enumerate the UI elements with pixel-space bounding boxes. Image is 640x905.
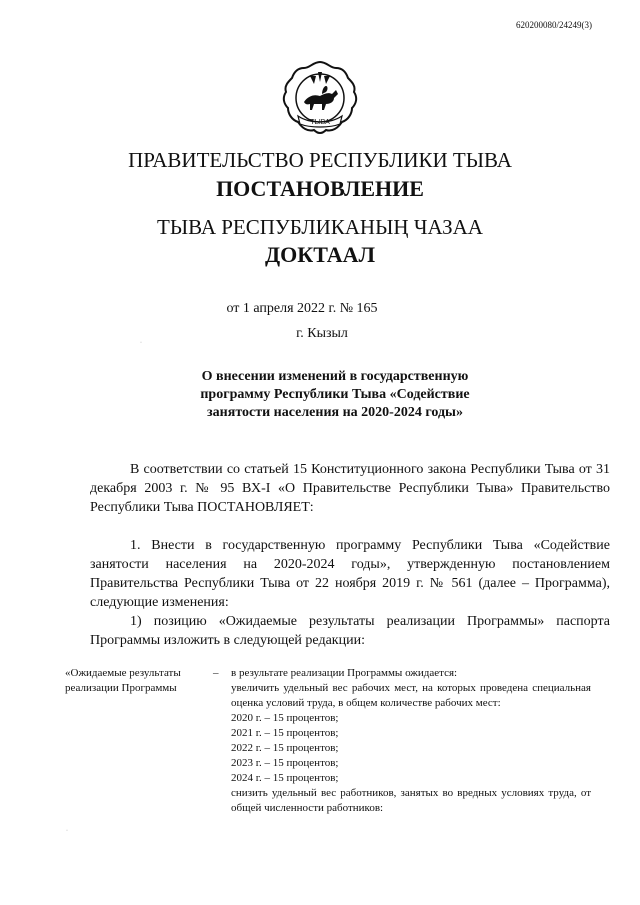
expected-results-line: 2024 г. – 15 процентов; [231,772,339,784]
position-name: «Ожидаемые результаты реализации Программы [65,667,181,694]
expected-results-line: снизить удельный вес работников, занятых во вредных условиях труда, от общей численности работников: [231,787,591,814]
decree-city: г. Кызыл [296,326,348,341]
scan-speck: · [66,828,68,834]
expected-results-line: увеличить удельный вес рабочих мест, на которых проведена специальная оценка условий труда, в общем количестве рабочих мест: [231,682,591,709]
expected-results-line: 2023 г. – 15 процентов; [231,757,339,769]
government-title: ПРАВИТЕЛЬСТВО РЕСПУБЛИКИ ТЫВА [128,148,512,172]
government-title-tuvan: ТЫВА РЕСПУБЛИКАНЫҢ ЧАЗАА [157,215,483,239]
expected-results-line: 2020 г. – 15 процентов; [231,712,339,724]
decree-subject: О внесении изменений в государственную программу Республики Тыва «Содействие занятости населения на 2020-2024 годы» [200,369,470,420]
clause-1-1-paragraph: 1) позицию «Ожидаемые результаты реализации Программы» паспорта Программы изложить в следующей редакции: [90,614,610,648]
decree-title: ПОСТАНОВЛЕНИЕ [216,176,424,201]
scan-speck: · [140,340,142,346]
clause-1-paragraph: 1. Внести в государственную программу Республики Тыва «Содействие занятости населения на 2020-2024 годы», утвержденную постановлением Правительства Республики Тыва от 22 ноября 2019 г. № 561 (далее – Программа), следующие изменения: [90,538,610,610]
emblem-ribbon-text: ТЫВА [310,119,330,126]
preamble-paragraph: В соответствии со статьей 15 Конституционного закона Республики Тыва от 31 декабря 2003 г. № 95 ВХ-I «О Правительстве Республики Тыва» Правительство Республики Тыва ПОСТАНОВЛЯЕТ: [90,462,610,515]
document-registration-code: 620200080/24249(3) [516,20,592,30]
decree-date-number: от 1 апреля 2022 г. № 165 [226,301,378,316]
expected-results-line: 2022 г. – 15 процентов; [231,742,339,754]
expected-results-line: 2021 г. – 15 процентов; [231,727,339,739]
position-description [231,666,591,816]
position-dash: – [213,667,219,679]
decree-title-tuvan: ДОКТААЛ [265,242,375,267]
tuva-coat-of-arms-icon [280,58,360,138]
expected-results-line: в результате реализации Программы ожидается: [231,667,458,679]
